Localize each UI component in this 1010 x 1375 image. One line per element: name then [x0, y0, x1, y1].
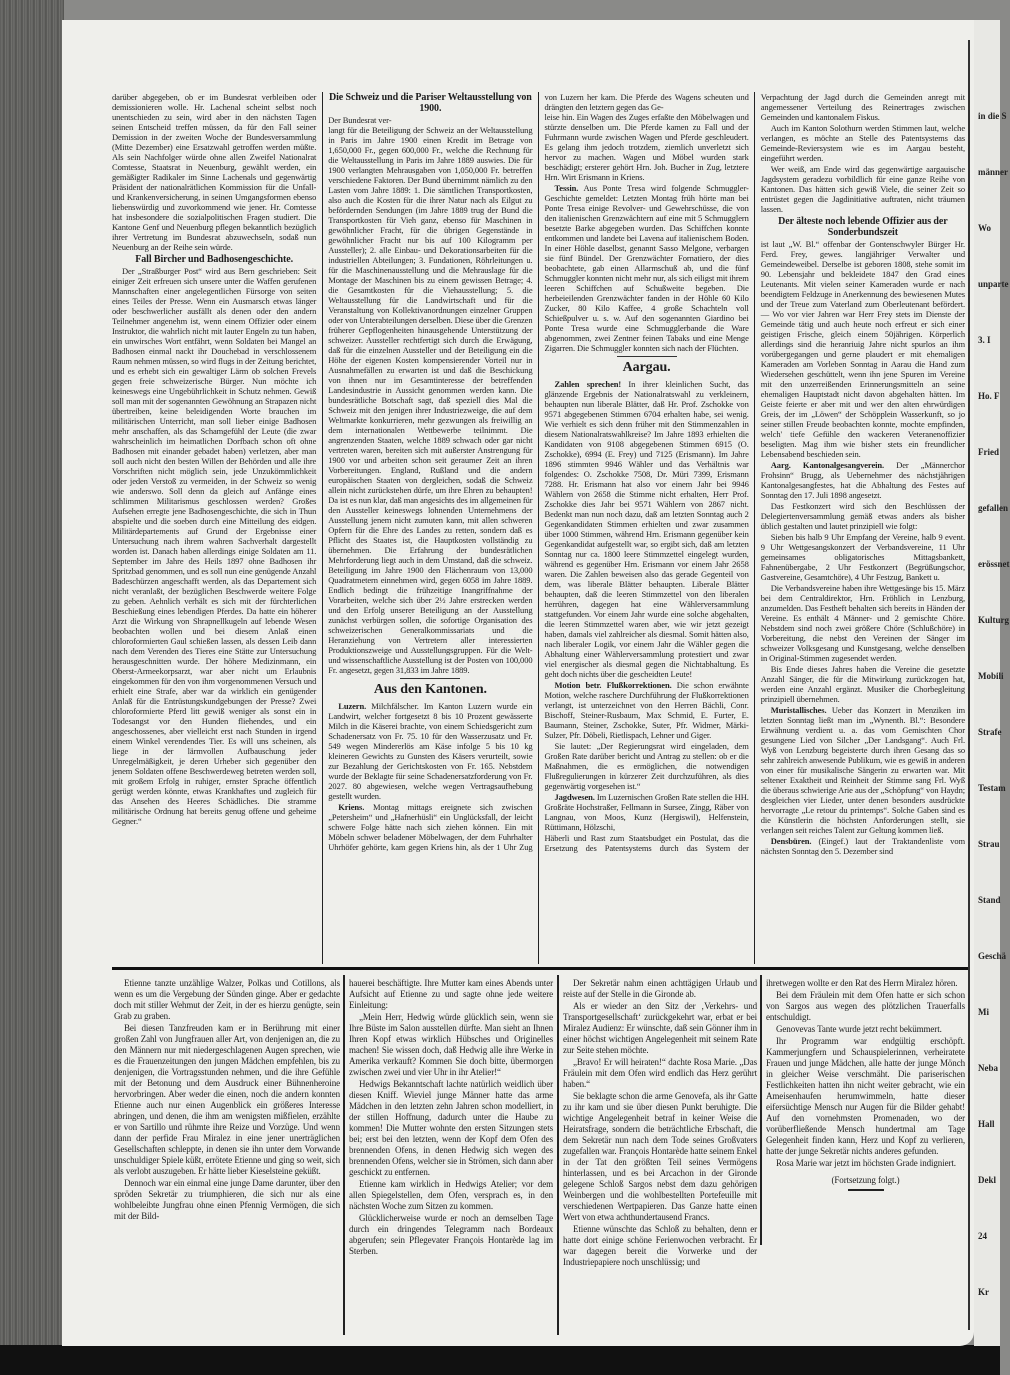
article-text: Sie lautet: „Der Regierungsrat wird eingeladen, dem Großen Rate darüber bericht und Antrag zu stellen: ob er die Maßnahmen, die es ermöglichen, die notwendigen Flußregulierungen in kürzerer Zeit durchzuführen, als dies gegenwärtig vorgesehen ist.“: [544, 741, 749, 791]
book-binding: [0, 0, 64, 1375]
story-text: Etienne tanzte unzählige Walzer, Polkas und Cotillons, als wenn es um die Vergebung der Sünden ginge. Aber er gedachte doch mit stiller Wehmut der Zeit, in der es hierzu genügte, sein Grab zu graben.: [114, 978, 340, 1021]
feuilleton-column-2: [349, 978, 553, 1258]
article-text: In ihrer kleinlichen Sucht, das glänzende Ergebnis der Nationalratswahl zu verkleinern, behaupten nun liberale Blätter, daß Hr. Prof. Zschokke von 9571 abgegebenen Stimmen 6704 erhalten habe, sei wenig. Wie verhielt es sich denn früher mit den Stimmenzahlen in diesem Nationalratswahlkreise? Im Jahre 1893 erhielten die Kandidaten von 9108 abgegebenen Stimmen 6915 (O. Zschokke), 6994 (E. Frey) und 7125 (Erismann). Im Jahre 1896 stimmten 9946 Wähler und das Verhältnis war folgendes: O. Zschokke 7508, Dr. Müri 7399, Erismann 7288. Hr. Erismann hat also vor einem Jahr bei 9946 Wählern von 2658 die Stimme nicht erhalten, Herr Prof. Zschokke dies Jahr bei 9571 Wählern von 2867 nicht. Bedenkt man nun noch dazu, daß am letzten Sonntag auch 2 Gegenkandidaten Stimmen erhielten und zwar zusammen über 1000 Stimmen, während Hrn. Erismann gegenüber kein Gegenkandidat aufgestellt war, so ergibt sich, daß am letzten Sonntag nur ca. 1800 leere Stimmzettel eingelegt wurden, während es gegenüber Hrn. Erismann vor einem Jahr 2658 waren. Die Zahlen beweisen also das gerade Gegenteil von dem, was liberale Blätter behaupten. Liberale Blätter behaupten, daß die leeren Stimmzettel von den liberalen herrühren, dagegen hat eine Wählerversammlung stattgefunden. Vor einem Jahr wurde eine solche abgehalten, die leeren Stimmzettel waren aber, wie wir jetzt gezeigt haben, damals viel zahlreicher als diesmal. Somit hätten also, nach liberaler Logik, vor einem Jahr die Wähler gegen die Abhaltung einer Wählerversammlung protestiert und zwar viel energischer als diesmal gegen die Nichtabhaltung. Es geht doch nichts über die gescheidten Leute!: [544, 379, 749, 679]
next-page-fragment: Wo: [978, 223, 992, 233]
section-heading: Aargau.: [622, 360, 671, 375]
article-text: Wer weiß, am Ende wird das gegenwärtige aargauische Jagdsystem geradezu vorbildlich für eine ganze Reihe von Kantonen. Das hätten sich gewiß Viele, die seiner Zeit so entrüstet gegen die Jagdinitiative auftraten, nicht träumen lassen.: [760, 164, 965, 214]
article-text: langt für die Beteiligung der Schweiz an der Weltausstellung in Paris im Jahre 1900 einen Kredit im Betrage von 1,650,000 Fr., gegen 600,000 Fr., welche die Rechnung für die Weltausstellung in Paris im Jahre 1889 auswies. Die für 1900 verlangten Mehrausgaben von 1,050,000 Fr. betreffen verschiedene Faktoren. Der Bund übernimmt nämlich zu den Lasten vom Jahre 1889: 1. Die sämtlichen Transportkosten, also auch die Kosten für die ihrer Natur nach als Eilgut zu befördernden Sendungen (im Jahre 1889 trug der Bund die Transportkosten für Vieh ganz, ebenso für Maschinen in gewöhnlicher Fracht, für die übrigen Gegenstände in gewöhnlicher Fracht nur bis auf 100 Kilogramm per Aussteller); 2. alle Einbau- und Dekorationsarbeiten für die industriellen Abteilungen; 3. Fundationen, Röhrleitungen u. für die Maschinenausstellung und die Mehrauslage für die Montage der Maschinen bis zu einem gewissen Betrage; 4. die Gesamtkosten für die Viehausstellung; 5. die Weltausstellung für die Landwirtschaft und für die Veranstaltung von Kollektivanordnungen einzelner Gruppen oder von Unterabteilungen derselben. Diese über die Grenzen früherer Gepflogenheiten hinausgehende Unterstützung der schweizer. Aussteller rechtfertigt sich durch die Erwägung, daß für die einzelnen Aussteller und der Beteiligung ein die Höhe der eigenen Kosten kompensierender Vorteil nur in Ausnahmefällen zu erwarten ist und daß die Beschickung von ihnen nur im Gesamtinteresse der betreffenden Landesindustrie in Aussicht genommen werden kann. Die bundesrätliche Botschaft sagt, daß speziell dies Mal die Schweiz mit den jenigen ihrer Industriezweige, die auf dem Weltmarkte konkurrieren, mehr gezwungen als freiwillig an dem internationalen Wettbewerbe teilnimmt. Die angrenzenden Staaten, welche 1889 schwach oder gar nicht vertreten waren, bereiten sich mit außerster Anstrengung für 1900 vor und arbeiten schon seit geraumer Zeit an ihren Vorbereitungen. England, Rußland und die andern europäischen Staaten von dergleichen, sodaß die Schweiz allein nicht zurückstehen dürfe, um ihre Ehren zu behaupten! Da ist es nun klar, daß man angesichts des im allgemeinen für den Aussteller keineswegs lohnenden Unternehmens der Ausstellung jenem nicht zumuten kann, mit allen schweren Opfern für die Ehre des Landes zu retten, sondern daß es Pflicht des Staates ist, die Hauptkosten vollständig zu übernehmen. Die Erfahrung der bundesrätlichen Mehrforderung liegt auch in dem Umstand, daß die schweiz. Beteiligung im Jahre 1900 den Flächenraum von 13,000 Quadratmetern einnehmen wird, gegen 6058 im Jahre 1889. Endlich bedingt die frühzeitige Inangriffnahme der Vorarbeiten, welche sich über 2½ Jahre erstrecken werden und den Erfolg unserer Beteiligung an der Ausstellung zunächst verbürgen sollen, die sofortige Organisation des schweizerischen Generalkommissariats und die Heranziehung von Vertretern aller interessierten Produktionszweige und Ausstellungsgruppen. Für die Welt- und wissenschaftliche Ausstellung ist der Posten von 100,000 Fr. angesetzt, gegen 31,833 im Jahre 1889.: [328, 125, 533, 675]
story-text: Bei dem Fräulein mit dem Ofen hatte er sich schon von Sargos aus wegen des plötzlichen Trauerfalls entschuldigt.: [766, 990, 965, 1022]
place-heading: Tessin.: [554, 183, 579, 193]
divider: [617, 356, 677, 357]
article-text: Die schon erwähnte Motion, welche raschere Durchführung der Flußkorrektionen verlangt, ist unterzeichnet von den Herren Bächli, Conr. Bischoff, Steiner-Rusbaum, Max Schmid, E. Furter, E. Baumann, Steiner, Zschokke, Suter, Pfr. Widmer, Märki-Sulzer, Pfr. Döbeli, Rietlispach, Lehner und Giger.: [544, 680, 749, 740]
next-page-fragment: 24: [978, 1231, 987, 1241]
divider: [400, 678, 460, 679]
next-page-fragment: erössnet: [978, 559, 1010, 569]
column-3: [545, 112, 749, 832]
next-page-fragment: Strau: [978, 839, 1000, 849]
end-rule: [848, 1189, 884, 1191]
subheading: Densbüren.: [770, 836, 812, 846]
story-text: „Mein Herr, Hedwig würde glücklich sein, wenn sie Ihre Büste im Salon ausstellen dürfte. Man sieht an Ihnen Ihren Kopf etwas wirklich Hübsches und Originelles machen! Sie wissen doch, daß Hedwig alle ihre Werke in Amerika verkauft? Kommen Sie doch bitte, übermorgen zwischen zwei und vier Uhr in ihr Atelier!“: [349, 1012, 553, 1077]
article-text: Häberli und Rast zum Staatsbudget ein Postulat, das die Ersetzung des Patentsystems durch das System der Verpachtung der Jagd durch die Gemeinden anregt mit angemessener Verteilung des Reinertrages zwischen Gemeinden und kantonalem Fiskus.: [544, 92, 965, 853]
story-text: Genovevas Tante wurde jetzt recht bekümmert.: [776, 1024, 942, 1034]
next-page-fragment: Fried: [978, 447, 999, 457]
next-page-fragment: Hall: [978, 1119, 995, 1129]
next-page-fragment: Testam: [978, 783, 1006, 793]
story-text: Ihr Programm war endgültig erschöpft. Kammerjungfern und Schauspielerinnen, verheiratete Frauen und junge Mädchen, alle hatte der junge Mönch in gleicher Weise verschmäht. Die pariserischen Festlichkeiten hatten ihn nicht weiter gebracht, wie ein Ameisenhaufen herumwimmeln, hatte dieser eifersüchtige Mensch nur Augen für die Bilder gehabt! Auf den vornehmsten Promenaden, wo der vorüberfließende Mensch hundertmal am Tage Gelegenheit finden kann, Herz und Kopf zu verlieren, hatte der junge Sekretär nichts anderes gefunden.: [766, 1036, 965, 1156]
story-text: ihretwegen wollte er den Rat des Herrn Miralez hören.: [766, 978, 958, 988]
next-page-fragment: gefallen: [978, 503, 1008, 513]
story-text: Etienne wünschte das Schloß zu behalten, denn er hatte dort einige schöne Ferienwochen verbracht. Er war dagegen bereit die Vorwerke und der Industriepapiere noch unschlüssig; und: [563, 1224, 757, 1267]
feuilleton-column-1: [114, 978, 340, 1223]
article-text: Das Festkonzert wird sich den Beschlüssen der Delegiertenversammlung gemäß etwas anders als bisher üblich gestalten und lautet prinzipiell wie folgt:: [760, 501, 965, 531]
article-text: Bis Ende dieses Jahres haben die Vereine die gesetzte Anzahl Sänger, die für die Mitwirkung zurückzogen hat, werden eine Anzahl ergänzt. Musiker die Chorbegleitung prinzipiell übernehmen.: [760, 664, 965, 704]
article-text: Auch im Kanton Solothurn werden Stimmen laut, welche verlangen, es möchte an Stelle des Patentsystems das Gemeinde-Reviersystem wie es im Aargau besteht, eingeführt werden.: [760, 123, 965, 163]
page-shadow: [0, 1345, 1000, 1375]
next-page-fragment: Geschä: [978, 951, 1006, 961]
story-text: Als er wieder an den Sitz der ‚Verkehrs- und Transportgesellschaft‘ zurückgekehrt war, erbat er bei Miralez Audienz: Er wünschte, daß sein Gönner ihm in einer höchst wichtigen Angelegenheit mit seinem Rate zur Seite stehen möchte.: [563, 1001, 757, 1055]
place-heading: Kriens.: [338, 802, 365, 812]
column-rule: [343, 975, 345, 1335]
next-page-fragment: Strafe: [978, 727, 1002, 737]
continuation-note: (Fortsetzung folgt.): [831, 1175, 900, 1185]
next-page-edge: [974, 20, 1010, 1346]
article-text: Der Bundesrat ver-: [328, 115, 392, 125]
article-text: (Eingef.) laut der Traktandenliste vom nächsten Sonntag den 5. Dezember sind: [760, 836, 965, 856]
next-page-fragment: Kulturg: [978, 615, 1010, 625]
feuilleton-column-4: [766, 978, 965, 1194]
next-page-fragment: Mi: [978, 1007, 989, 1017]
story-text: Etienne kam wirklich in Hedwigs Atelier; vor dem allen Spiegelstellen, dem Ofen, versprach es, in den nächsten Woche zum Sitzen zu kommen.: [349, 1179, 553, 1211]
article-text: ist laut „W. Bl.“ offenbar der Gontenschwyler Bürger Hr. Ferd. Frey, gewes. langjähriger Verwalter und Gemeindeweibel. Derselbe ist geboren 1808, stehe somit im 90. Lebensjahr und bekleidete 1847 den Grad eines Leutenants. Mit vielen seiner Kameraden wurde er nach beendigtem Feldzuge in Anerkennung des bewiesenen Mutes und der Treue zum Vaterland zum Oberleutenant befördert. — Wo vor vier Jahren war Herr Frey stets im Dienste der Gemeinde tätig und auch heute noch erfreut er sich einer geistigen Frische, gleich einem 50jährigen. Körperlich allerdings sind die heranriuig Jahre nicht spurlos an ihm vorübergegangen und gerne plaudert er mit ehemaligen Kameraden am Vorleben Sonntag in Aarau die Hand zum Wiedersehen geschüttelt, wenn ihn jene Spuren im Vereine mit den unzerreißenden Erinnerungsmitteln an seine ehemaligen Hauptstadt nicht davon abgehalten hätten. Im Geiste feierte er aber mit und wer den alten ehrwürdigen Greis, der im „Löwen“ der Schöpplein Wasserkunft, so jo seiner stillen Freude beobachten konnte, mochte empfinden, welch' tiefe Gefühle den wackeren Veteranenoffizier beseligten. Mag ihm wie bisher stets ein freundlicher Lebensabend beschieden sein.: [760, 239, 965, 459]
page-edge-rule: [968, 40, 970, 1330]
article-heading: Fall Bircher und Badhosengeschichte.: [135, 254, 293, 265]
article-text: leise hin. Ein Wagen des Zuges erfaßte den Möbelwagen und stürzte denselben um. Die Pferde kamen zu Fall und der Fuhrmann wurde zwischen Wagen und Pferde geschleudert. Es gelang ihm jedoch trotzdem, ziemlich unverletzt sich hervor zu machen. Wagen und Möbel wurden stark beschädigt; ersterer gehört Hrn. Joh. Bucher in Zug, letztere Hrn. Wirt Erismann in Kriens.: [544, 112, 749, 182]
article-text: Der „Straßburger Post“ wird aus Bern geschrieben: Seit einiger Zeit erfreuen sich unsere unter die Waffen gerufenen Mannschaften einer angelegentlichen Fürsorge von seiten eines Teiles der Presse. Wenn ein Ausmarsch etwas länger oder beschwerlicher ausfällt als denen oder den andern Teilnehmer angenehm ist, wenn einem Offizier oder einem Instruktor, die wahrlich nicht mit lauter Engeln zu tun haben, ein unwirsches Wort entfährt, wenn Soldaten bei Mangel an Badhosen einmal nackt ihr Douchebad in verschlossenem Raum nehmen müssen, so wird flugs in der Zeitung berichtet, und es erhebt sich ein gewaltiger Lärm ob solchen Frevels gegen freie schweizerische Bürger. Nun möchte ich keineswegs eine Ungebührlichkeit in Schutz nehmen. Gewiß soll man mit der sogenannten Gewöhnung an Strapazen nicht übertreiben, keine beleidigenden Worte brauchen im militärischen Unterricht, man soll lieber einige Badhosen mehr anschaffen, als das Schamgefühl der Leute (die zwar wahrscheinlich im heimatlichen Dorfbach schon oft ohne Badhosen mit einander gebadet haben) verletzen, aber man soll auch nicht den besten Willen der Behörden und alle ihre Vorschriften nicht möglich sein, jede Unzukömmlichkeit oder jeden Verstoß zu vermeiden, in der Schweiz so wenig wie anderswo. Soll denn da gleich auf Anfänge eines schlimmen Militarismus geschlossen werden? Großes Aufsehen erregte jene Badhosengeschichte, die sich in Thun abspielte und die soeben durch eine Mitteilung des eidgen. Militärdepartements auf Grund der Ergebnisse einer Untersuchung nach ihrem wahren Sachverhalt dargestellt worden ist. Danach haben allerdings einige Soldaten am 11. September im Jahre des Heils 1897 ohne Badhosen ihr Spritzbad genommen, und es soll nun eine genügende Anzahl Badeschürzen angeschafft werden, als das Departement sich nicht veranlaßt, der bezüglichen Beschwerde weitere Folge zu geben. Aehnlich verhält es sich mit der fürchterlichen Beschießung eines lebendigen Pferdes. Da hatte ein höherer Arzt die Wirkung von Shrapnellkugeln auf lebende Wesen beobachten wollen und bei diesem Anlaß einen chloroformierten Gaul schießen lassen, als dessen Leib dann nach dem Verenden des Tieres eine Stätte zur Untersuchung herausgeschnitten wurde. Der höhere Medizinmann, ein Oberst-Armeekorpsarzt, war aber nicht um Erlaubnis eingekommen für den von ihm vorgenommenen Versuch und erhielt eine Strafe, aber war da wirklich ein genügender Anlaß für die Entrüstungskundgebungen der Presse? Zwei chloroformierte Pferd litt gewiß weniger als sonst ein in Todesangst vor den Hunden fliehendes, und ein angeschossenes, aber vielleicht erst nach Stunden in irgend einem Winkel verendendes Tier. Es will uns scheinen, als liege in der lärmvollen Aufbauschung jeder Unregelmäßigkeit, je deren Urheber sich gegenüber den jenem Soldaten offene Beschwerdeweg betreten werden soll, mit großem Erfolg in ruhiger, ernster Sprache öffentlich gerügt werden könnte, etwas Krankhaftes und zugleich für das Ansehen des Heeres Schädliches. Die stramme militärische Ordnung hat bereits genug offene und geheime Gegner.“: [112, 266, 317, 826]
subheading: Muristallisches.: [770, 705, 827, 715]
next-page-fragment: 3. I: [978, 335, 991, 345]
next-page-fragment: in die S: [978, 111, 1007, 121]
column-rule: [760, 975, 762, 1245]
next-page-fragment: Stand: [978, 895, 1001, 905]
feuilleton-column-3: [563, 978, 757, 1269]
story-text: Hedwigs Bekanntschaft lachte natürlich weidlich über diesen Kniff. Wieviel junge Männer hatte das arme Mädchen in den letzten zehn Jahren schon modelliert, in der stillen Hoffnung, dadurch unter die Haube zu kommen! Die Mutter wohnte den ersten Sitzungen stets bei; erst bei den letzten, wenn der Kopf dem Ofen des brennenden Ofens, in denen Hedwig sich wegen des brennenden Ofens, welcher sie in Strömen, sich dann aber geschickt zu entfernen.: [349, 1079, 553, 1177]
article-heading: Der älteste noch lebende Offizier aus der Sonderbundszeit: [778, 216, 948, 238]
story-text: „Bravo! Er will heiraten!“ dachte Rosa Marie. „Das Fräulein mit dem Ofen wird endlich das Herz gerührt haben.“: [563, 1057, 757, 1089]
next-page-fragment: unparte: [978, 279, 1009, 289]
top-columns: [112, 92, 965, 964]
feuilleton-divider: [112, 967, 968, 970]
section-heading: Aus den Kantonen.: [373, 682, 487, 697]
next-page-fragment: Neba: [978, 1063, 998, 1073]
column-rule: [557, 975, 559, 1335]
story-text: Bei diesen Tanzfreuden kam er in Berührung mit einer großen Zahl von Jungfrauen aller Art, von denjenigen an, die zu den Männern nur mit niedergeschlagenen Augen sprechen, wie es die Frauenzeitungen den jungen Mädchen empfehlen, bis zu denjenigen, die Vortragsstunden nehmen, und die ihre Gefühle mit der Betonung und dem Ausdruck einer Bühnenheroine hervorbringen. Aber weder die einen, noch die andern konnten Etienne auch nur einen Augenblick ein größeres Interesse abringen, und denen, die ihm am wenigsten mißfielen, erzählte er von Sartillo und rühmte ihre Reize und Vorzüge. Und wenn dann der perfide Frau Miralez in eine jener unerträglichen Gesellschaften schleppte, in denen sie ihn unter dem Vorwande unschuldiger Spiele küßt, errötete Etienne und ging so weit, sich als verlobt auszugeben. Er hätte lieber Kieselsteine geküßt.: [114, 1023, 340, 1176]
article-text: Die Verbandsvereine haben ihre Wettgesänge bis 15. März bei dem Centraldirektor, Hrn. Fröhlich in Lenzburg, anzumelden. Das Festheft behalten sich bereits in Händen der Vereine. Es enthält 4 Männer- und 2 gemischte Chöre. Nebstdem sind noch zwei größere Chöre (Schlußchöre) in Vorbereitung, die nebst den Vereinen der Sänger im schweizer Volksgesang und Kunstgesang, welche denselben in Original-Stimmen zugesendet werden.: [760, 583, 965, 663]
article-text: Der „Männerchor Frohsinn“ Brugg, als Uebernehmer des nächstjährigen Kantonalgesangfestes, hat die Abhaltung des Festes auf Sonntag den 17. Juli 1898 angesetzt.: [760, 460, 965, 500]
place-heading: Luzern.: [338, 701, 367, 711]
article-text: Milchfälscher. Im Kanton Luzern wurde ein Landwirt, welcher fortgesetzt 8 bis 10 Prozent gewässerte Milch in die Käserei brachte, von einem Schiedsgericht zum Schadenersatz von Fr. 75. 10 für den Wasserzusatz und Fr. 549 wegen Mindererlös am Käse infolge 5 bis 10 kg kleineren Gewichts zu Gunsten des Käsers verurteilt, sowie zur Bezahlung der Gerichtskosten von Fr. 165. Nebstdem wurde der Beklagte für seine Schadenersatzforderung von Fr. 2027. 80 abgewiesen, welche wegen Vertragsaufhebung gestellt wurden.: [328, 701, 533, 801]
article-text: darüber abgegeben, ob er im Bundesrat verbleiben oder demissionieren wolle. Hr. Lachenal scheint selbst noch unentschieden zu sein, wird aber in den nächsten Tagen seinen Entscheid treffen müssen, da für den Fall seiner Demission in der zweiten Woche der Bundesversammlung (Mitte Dezember) eine Ersatzwahl getroffen werden müßte. Als sein Nachfolger würde ohne allen Zweifel Nationalrat Comtesse, Staatsrat in Neuenburg, gewählt werden, ein gemäßigter Radikaler im Sinne Lachenals und gegenwärtig Präsident der nationalrätlichen Kommission für die Unfall- und Krankenversicherung, in seinen Umgangsformen ebenso liebenswürdig und zuvorkommend wie jener. Hr. Comtesse hat insbesondere die sozialpolitischen Fragen studiert. Die Kantone Genf und Neuenburg pflegen bekanntlich bezüglich ihrer Vertretung im Bundesrat abzuwechseln, sodaß nun Neuenburg an der Reihe sein würde.: [112, 92, 317, 252]
next-page-fragment: männer: [978, 167, 1008, 177]
article-text: Aus Ponte Tresa wird folgende Schmuggler-Geschichte gemeldet: Letzten Montag früh hörte man bei Ponte Tresa einige Revolver- und Gewehrschüsse, die von den italienischen Grenzwächtern auf eine mit 5 Schmugglern besetzte Barke abgegeben wurden. Das Schiffchen konnte entkommen und landete bei Lavena auf italienischem Boden. In einer Höhle daselbst, genannt Sasso Melgone, verbargen sie fünf Bündel. Der Grenzwächter Fornatiero, der dies beobachtete, gab einen Allarmschuß ab, und die fünf Schmuggler konnten nicht mehr nur, als sich eiligst mit ihrem leeren Schiffchen auf Schußweite begeben. Die herbeieilenden Grenzwächter fanden in der Höhle 60 Kilo Zucker, 80 Kilo Kaffee, 4 große Schachteln voll Schießpulver u. s. w. Auf den sogenannten Giardino bei Ponte Tresa wurde eine Schmugglerbande die Ware abgenommen, zwei Zentner feinen Tabaks und eine Menge Zigarren. Die Schmuggler konnten sich nach der Flüchten.: [544, 183, 749, 353]
article-heading: Die Schweiz und die Pariser Weltausstellung von 1900.: [329, 92, 532, 114]
story-text: Dennoch war ein einmal eine junge Dame darunter, über den spröden Sekretär zu triumphieren, die sich nur als eine wohlbeleibte Jungfrau ohne einen Pfennig Vermögen, die sich mit der Bild-: [114, 1178, 340, 1221]
subheading: Aarg. Kantonalgesangverein.: [770, 460, 885, 470]
subheading: Jagdwesen.: [554, 792, 595, 802]
subheading: Motion betr. Flußkorrektionen.: [554, 680, 672, 690]
next-page-fragment: Mobili: [978, 671, 1004, 681]
next-page-fragment: Ho. F: [978, 391, 1000, 401]
next-page-fragment: Kr: [978, 1287, 989, 1297]
article-text: Montag mittags ereignete sich zwischen „Petersheim“ und „Hafnerhüsli“ ein Unglücksfall, der leicht schwere Folge hätte nach sich ziehen können. Ein mit Möbeln schwer beladener Möbelwagen, der dem Fuhrhalter Uhrhöfer gehörte, kam gegen Kriens hin, als der 1 Uhr Zug von Luzern her kam. Die Pferde des Wagens scheuten und drängten den letztern gegen das Ge-: [328, 92, 749, 852]
next-page-fragment: Dekl: [978, 1175, 996, 1185]
article-text: Im Luzernischen Großen Rate stellen die HH. Großräte Hochstraßer, Fellmann in Sursee, Zingg, Räber von Langnau, von Moos, Kunz (Hergiswil), Helfenstein, Rüttimann, Hölzschi,: [544, 792, 749, 832]
story-text: Der Sekretär nahm einen achttägigen Urlaub und reiste auf der Stelle in die Gironde ab.: [563, 978, 757, 999]
story-text: Rosa Marie war jetzt im höchsten Grade indigniert.: [776, 1158, 956, 1168]
subheading: Zahlen sprechen!: [554, 379, 622, 389]
story-text: hauerei beschäftigte. Ihre Mutter kam eines Abends unter Aufsicht auf Etienne zu und sagte ohne jede weitere Einleitung:: [349, 978, 553, 1010]
story-text: Sie beklagte schon die arme Genovefa, als ihr Gatte zu ihr kam und sie über diesen Punkt beruhigte. Die wichtige Angelegenheit betraf in keiner Weise die Heiratsfrage, sondern die beträchtliche Erbschaft, die dem Sekretär nun nach dem Tode seines Großvaters zugefallen war. François Hontarède hatte seinem Enkel in der Tat den größten Teil seines Vermögens hinterlassen, und es bei Arcachon in der Gironde gelegene Schloß Sargos nebst dem dazu gehörigen Weinbergen und die wohlbestellten Portefeuille mit verschiedenen Wertpapieren. Das Ganze hatte einen Wert von etwa achthundertausend Francs.: [563, 1091, 757, 1222]
article-text: Ueber das Konzert in Menziken im letzten Sonntag ließt man im „Wynenth. Bl.“: Besondere Erwähnung verdient u. a. das vom Gemischten Chor gesungene Lied von Silcher „Der Landsgang“. Auch Frl. Wyß von Lenzburg begeisterte durch ihren Gesang das so sehr zahlreich anwesende Publikum, wie es gewiß in anderen von einer für musikalische Sängerin zu erwarten war. Mit seltener Exaktheit und Reinheit der Stimme sang Frl. Wyß die überaus schwierige Arie aus der „Schöpfung“ von Haydn; desgleichen vier Lieder, unter denen besonders ausdrückte hervorragte „Le retour du printemps“. Solche Gaben sind es die Künstlerin die höchsten Anforderungen stellt, sie verlangen seit reiches Talent zur Geltung kommen ließ.: [760, 705, 965, 835]
article-text: Sieben bis halb 9 Uhr Empfang der Vereine, halb 9 event. 9 Uhr Wettgesangskonzert der Verbandsvereine, 11 Uhr gemeinsames obligatorisches Mittagsbankett, Fahnenübergabe, 2 Uhr Festkonzert (Begrüßungschor, Gastvereine, Gesamtchöre), 4 Uhr Festzug, Bankett u.: [760, 532, 965, 582]
story-text: Glücklicherweise wurde er noch an demselben Tage durch ein dringendes Telegramm nach Bordeaux abgerufen; sein Pflegevater François Hontarède lag im Sterben.: [349, 1213, 553, 1256]
